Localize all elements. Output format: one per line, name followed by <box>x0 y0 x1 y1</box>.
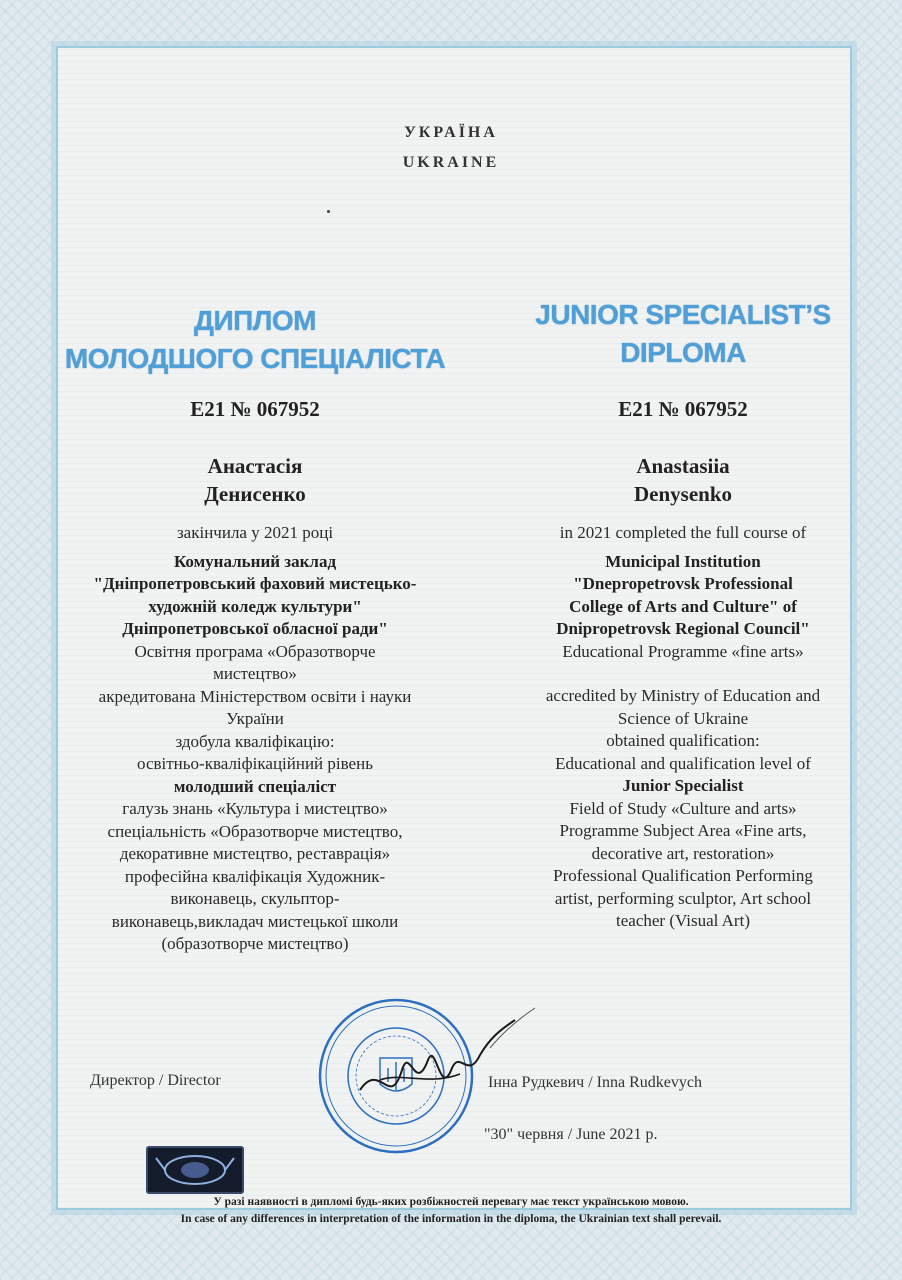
details-uk-4: професійна кваліфікація Художник- <box>124 866 386 886</box>
holder-name-uk <box>60 452 450 508</box>
institution-uk-1: Комунальний заклад <box>173 551 337 571</box>
diploma-number-en: E21 № 067952 <box>618 397 748 421</box>
details-uk-7: (образотворче мистецтво) <box>161 934 349 953</box>
director-role: Директор / Director <box>90 1072 221 1089</box>
issue-date: "30" червня / June 2021 р. <box>484 1126 658 1143</box>
completed-en: in 2021 completed the full course of <box>559 523 807 542</box>
country-en: UKRAINE <box>402 154 500 171</box>
title-uk-line1: ДИПЛОМ <box>194 305 316 336</box>
last-name-uk: Денисенко <box>204 482 306 506</box>
institution-en-4: Dnipropetrovsk Regional Council" <box>556 619 810 638</box>
completed-uk: закінчила у 2021 році <box>176 523 334 542</box>
details-en-1: Field of Study «Culture and arts» <box>569 798 797 818</box>
program-uk-2: мистецтво» <box>213 664 297 683</box>
details-uk-5: виконавець, скульптор- <box>170 889 340 908</box>
level-uk: молодший спеціаліст <box>173 776 337 796</box>
program-en-1: Educational Programme «fine arts» <box>562 641 804 661</box>
details-uk-6: виконавець,викладач мистецької школи <box>111 911 399 931</box>
title-en <box>488 296 878 372</box>
institution-en-3: College of Arts and Culture" of <box>569 596 797 616</box>
accredited-en-3: obtained qualification: <box>606 731 760 750</box>
body-en <box>488 522 878 933</box>
details-uk-3: декоративне мистецтво, реставрація» <box>119 844 391 863</box>
diploma-number-uk: Е21 № 067952 <box>190 397 320 421</box>
footer-note-uk: У разі наявності в дипломі будь-яких розбіжностей перевагу має текст українською мовою. <box>213 1196 689 1208</box>
institution-uk-2: "Дніпропетровський фаховий мистецько- <box>93 574 417 593</box>
title-uk-line2: МОЛОДШОГО СПЕЦІАЛІСТА <box>64 343 446 374</box>
body-uk <box>60 522 450 956</box>
first-name-en: Anastasiia <box>636 454 730 478</box>
institution-uk-4: Дніпропетровської обласної ради" <box>122 619 388 638</box>
program-uk-3: акредитована Міністерством освіти і науки <box>98 686 412 706</box>
details-en-3: decorative art, restoration» <box>591 843 775 863</box>
program-uk-1: Освітня програма «Образотворче <box>134 641 376 661</box>
speck <box>327 210 330 213</box>
program-uk-6: освітньо-кваліфікаційний рівень <box>137 754 373 773</box>
accredited-en-2: Science of Ukraine <box>617 708 749 728</box>
institution-uk-3: художній коледж культури" <box>148 596 362 616</box>
hologram-emblem <box>146 1146 244 1194</box>
program-uk-5: здобула кваліфікацію: <box>175 731 335 751</box>
holder-name-en <box>488 452 878 508</box>
program-uk-4: України <box>226 709 284 728</box>
director-name: Інна Рудкевич / Inna Rudkevych <box>488 1074 702 1091</box>
last-name-en: Denysenko <box>633 482 733 506</box>
footer-note-en: In case of any differences in interpretation of the information in the diploma, the Ukrainian text shall perevail. <box>180 1213 722 1225</box>
institution-en-2: "Dnepropetrovsk Professional <box>573 574 793 593</box>
accredited-en-1: accredited by Ministry of Education and <box>545 686 821 705</box>
details-en-6: teacher (Visual Art) <box>616 911 750 930</box>
details-uk-2: спеціальність «Образотворче мистецтво, <box>107 821 403 841</box>
details-uk-1: галузь знань «Культура і мистецтво» <box>122 799 388 818</box>
details-en-5: artist, performing sculptor, Art school <box>554 888 812 908</box>
hologram-icon <box>148 1148 242 1192</box>
accredited-en-4: Educational and qualification level of <box>555 753 811 773</box>
title-en-line1: JUNIOR SPECIALIST’S <box>535 299 831 330</box>
details-en-2: Programme Subject Area «Fine arts, <box>559 821 807 840</box>
title-uk <box>60 302 450 378</box>
institution-en-1: Municipal Institution <box>605 551 761 571</box>
title-en-line2: DIPLOMA <box>620 337 746 368</box>
first-name-uk: Анастасія <box>207 454 303 478</box>
country-uk: УКРАЇНА <box>404 124 498 141</box>
director-signature <box>340 1000 540 1130</box>
details-en-4: Professional Qualification Performing <box>553 866 813 885</box>
level-en: Junior Specialist <box>622 776 744 795</box>
